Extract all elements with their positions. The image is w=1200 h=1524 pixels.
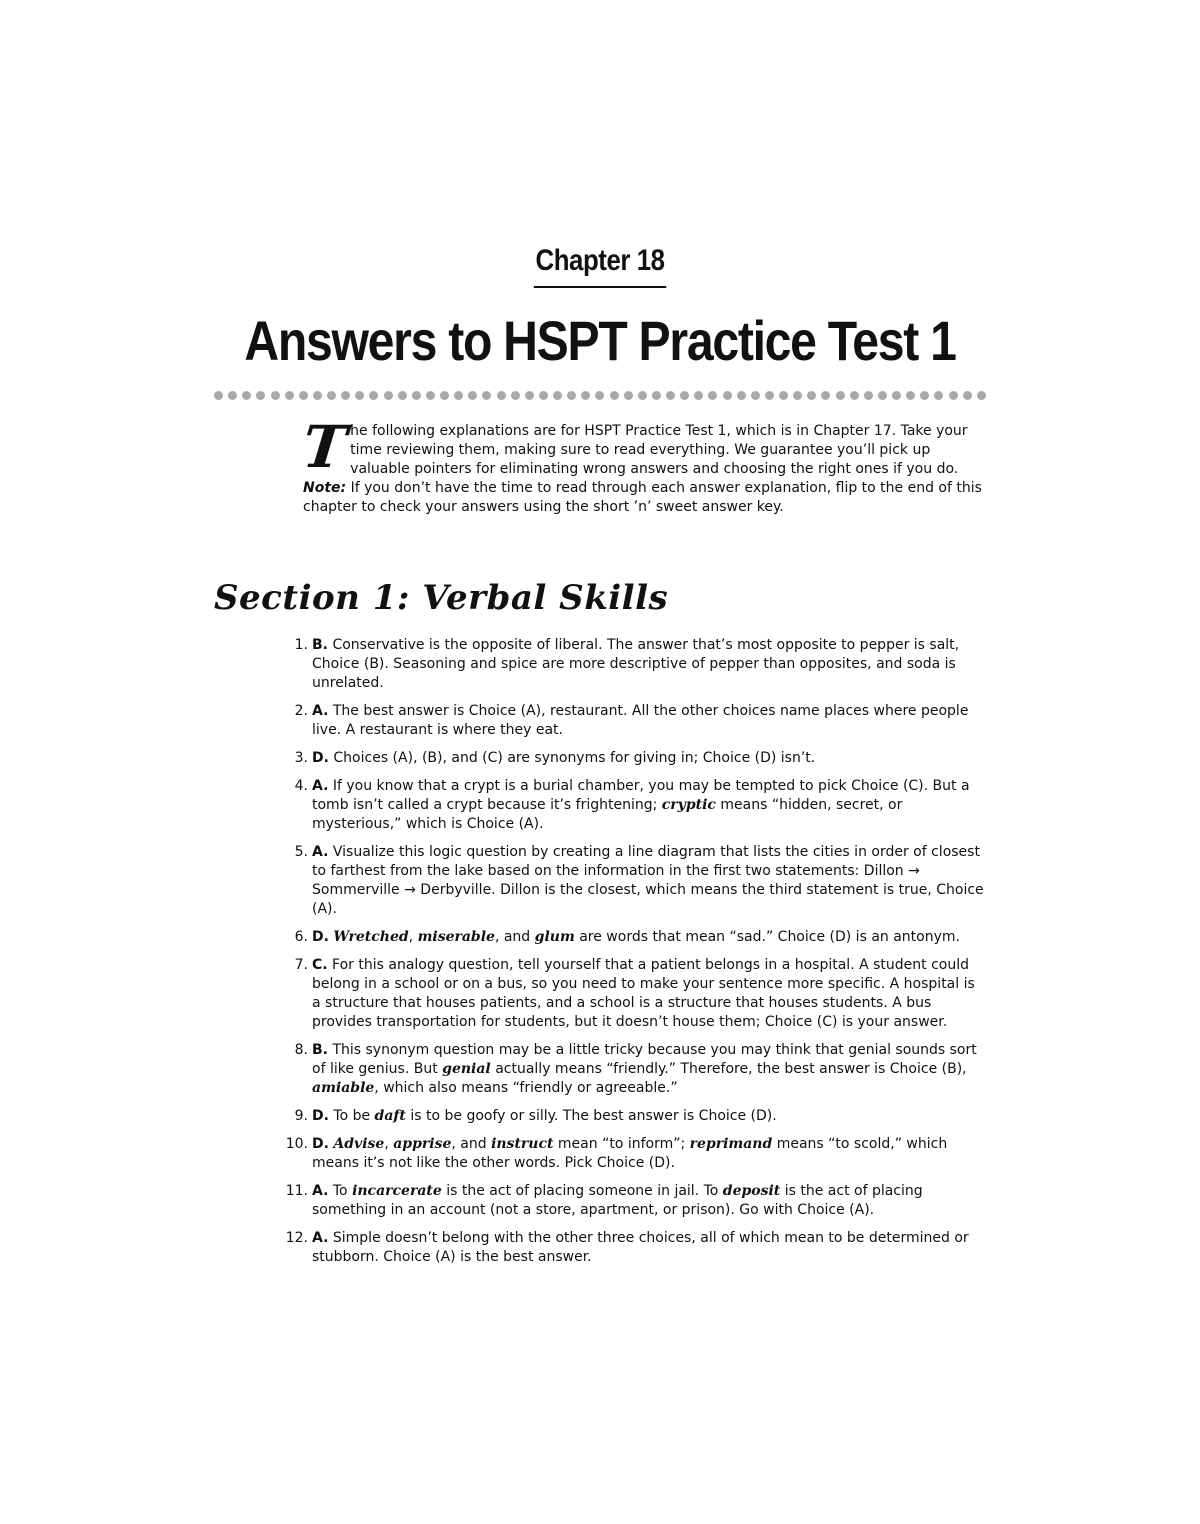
- answer-text: The best answer is Choice (A), restaurant. All the other choices name places where people live. A restaurant is where they eat.: [312, 703, 969, 738]
- answer-text: This synonym question may be a little tricky because you may think that genial sounds sort of like genius. But: [312, 1042, 977, 1077]
- divider-dot: [553, 391, 562, 400]
- divider-dot: [355, 391, 364, 400]
- divider-dot: [878, 391, 887, 400]
- vocab-term: instruct: [491, 1136, 554, 1152]
- divider-dot: [807, 391, 816, 400]
- answer-text: If you know that a crypt is a burial chamber, you may be tempted to pick Choice (C). But a tomb isn’t called a crypt because it’s frightening;: [312, 778, 970, 813]
- vocab-term: daft: [374, 1108, 406, 1124]
- answer-letter: D.: [312, 929, 329, 945]
- divider-dot: [680, 391, 689, 400]
- divider-dot: [723, 391, 732, 400]
- vocab-term: apprise: [393, 1136, 452, 1152]
- divider-dot: [327, 391, 336, 400]
- divider-dot: [242, 391, 251, 400]
- answer-number: 4.: [294, 778, 308, 794]
- divider-dot: [440, 391, 449, 400]
- note-label: Note:: [303, 480, 347, 496]
- divider-dot: [694, 391, 703, 400]
- divider-dot: [214, 391, 223, 400]
- divider-dot: [934, 391, 943, 400]
- section-title: Section 1: Verbal Skills: [214, 578, 669, 618]
- answer-item: [284, 1107, 984, 1126]
- answer-letter: B.: [312, 637, 328, 653]
- answer-letter: A.: [312, 844, 329, 860]
- divider-dot: [384, 391, 393, 400]
- answer-number: 11.: [285, 1183, 308, 1199]
- divider-dot: [949, 391, 958, 400]
- divider-dot: [666, 391, 675, 400]
- answer-number: 3.: [294, 750, 308, 766]
- answer-text: Visualize this logic question by creating a line diagram that lists the cities in order of closest to farthest from the lake based on the information in the first two statements: Dillon → Sommerville → Derbyville. Dillon is the closest, which means the third statement is true, Choice (A).: [312, 844, 984, 917]
- answer-item: [284, 702, 984, 740]
- answer-text: To be: [328, 1108, 375, 1124]
- vocab-term: Wretched: [333, 929, 409, 945]
- divider-dot: [779, 391, 788, 400]
- answer-letter: C.: [312, 957, 328, 973]
- answer-number: 6.: [294, 929, 308, 945]
- chapter-label-wrap: [0, 244, 1200, 288]
- answer-number: 9.: [294, 1108, 308, 1124]
- drop-cap: T: [299, 413, 350, 481]
- vocab-term: genial: [442, 1061, 491, 1077]
- vocab-term: Advise: [333, 1136, 385, 1152]
- answer-text: ,: [408, 929, 418, 945]
- answer-text: For this analogy question, tell yourself that a patient belongs in a hospital. A student could belong in a school or on a bus, so you need to make your sentence more specific. A hospital is a structure that houses patients, and a school is a structure that houses students. A bus provides transportation for students, but it doesn’t house them; Choice (C) is your answer.: [312, 957, 975, 1030]
- answer-number: 10.: [285, 1136, 308, 1152]
- divider-dot: [624, 391, 633, 400]
- answer-letter: A.: [312, 1183, 329, 1199]
- answer-text: Choices (A), (B), and (C) are synonyms for giving in; Choice (D) isn’t.: [328, 750, 816, 766]
- divider-dot: [821, 391, 830, 400]
- vocab-term: deposit: [722, 1183, 781, 1199]
- divider-dot: [341, 391, 350, 400]
- divider-dot: [737, 391, 746, 400]
- divider-dot: [468, 391, 477, 400]
- intro-paragraph: [299, 413, 983, 517]
- answer-list: [284, 636, 984, 1276]
- answer-text: is the act of placing someone in jail. To: [441, 1183, 723, 1199]
- vocab-term: amiable: [312, 1080, 375, 1096]
- answer-letter: B.: [312, 1042, 328, 1058]
- answer-number: 12.: [285, 1230, 308, 1246]
- divider-dot: [299, 391, 308, 400]
- vocab-term: glum: [534, 929, 575, 945]
- divider-dot: [285, 391, 294, 400]
- answer-letter: A.: [312, 778, 329, 794]
- answer-item: [284, 749, 984, 768]
- divider-dot: [850, 391, 859, 400]
- answer-item: [284, 956, 984, 1032]
- divider-dot: [256, 391, 265, 400]
- answer-number: 8.: [294, 1042, 308, 1058]
- answer-item: [284, 1229, 984, 1267]
- answer-item: [284, 928, 984, 947]
- divider-dot: [497, 391, 506, 400]
- answer-number: 2.: [294, 703, 308, 719]
- answer-text: ,: [384, 1136, 394, 1152]
- divider-dot: [963, 391, 972, 400]
- divider-dot: [751, 391, 760, 400]
- intro-text-2: If you don’t have the time to read through each answer explanation, flip to the end of this chapter to check your answers using the short ’n’ sweet answer key.: [303, 480, 982, 515]
- chapter-label: Chapter 18: [534, 244, 666, 288]
- divider-dot: [398, 391, 407, 400]
- answer-text: Conservative is the opposite of liberal. The answer that’s most opposite to pepper is salt, Choice (B). Seasoning and spice are more descriptive of pepper than opposites, and soda is unrelated.: [312, 637, 960, 691]
- answer-text: mean “to inform”;: [553, 1136, 690, 1152]
- answer-letter: D.: [312, 1108, 329, 1124]
- answer-item: [284, 843, 984, 919]
- divider-dot: [426, 391, 435, 400]
- answer-text: , and: [494, 929, 535, 945]
- answer-number: 1.: [294, 637, 308, 653]
- answer-text: Simple doesn’t belong with the other three choices, all of which mean to be determined or stubborn. Choice (A) is the best answer.: [312, 1230, 969, 1265]
- divider-dot: [567, 391, 576, 400]
- divider-dot: [906, 391, 915, 400]
- answer-letter: D.: [312, 750, 329, 766]
- divider-dot: [892, 391, 901, 400]
- divider-dot: [864, 391, 873, 400]
- answer-item: [284, 1041, 984, 1098]
- answer-text: actually means “friendly.” Therefore, the best answer is Choice (B),: [490, 1061, 967, 1077]
- answer-number: 5.: [294, 844, 308, 860]
- answer-text: , which also means “friendly or agreeable.”: [374, 1080, 678, 1096]
- divider-dot: [638, 391, 647, 400]
- divider-dot: [454, 391, 463, 400]
- divider-dot: [595, 391, 604, 400]
- intro-text-1: he following explanations are for HSPT Practice Test 1, which is in Chapter 17. Take your time reviewing them, making sure to read everything. We guarantee you’ll pick up valuable pointers for eliminating wrong answers and choosing the right ones if you do.: [350, 423, 968, 477]
- dotted-divider: [214, 389, 986, 401]
- divider-dot: [313, 391, 322, 400]
- answer-text: means “hidden, secret, or mysterious,” which is Choice (A).: [312, 797, 903, 832]
- divider-dot: [708, 391, 717, 400]
- answer-number: 7.: [294, 957, 308, 973]
- divider-dot: [652, 391, 661, 400]
- answer-item: [284, 777, 984, 834]
- chapter-title: Answers to HSPT Practice Test 1: [244, 309, 956, 372]
- answer-text: are words that mean “sad.” Choice (D) is an antonym.: [574, 929, 960, 945]
- divider-dot: [977, 391, 986, 400]
- divider-dot: [581, 391, 590, 400]
- vocab-term: incarcerate: [352, 1183, 442, 1199]
- answer-text: To: [328, 1183, 353, 1199]
- answer-text: means “to scold,” which means it’s not like the other words. Pick Choice (D).: [312, 1136, 948, 1171]
- divider-dot: [793, 391, 802, 400]
- answer-text: is the act of placing something in an account (not a store, apartment, or prison). Go with Choice (A).: [312, 1183, 923, 1218]
- answer-text: is to be goofy or silly. The best answer is Choice (D).: [405, 1108, 777, 1124]
- divider-dot: [369, 391, 378, 400]
- divider-dot: [836, 391, 845, 400]
- divider-dot: [482, 391, 491, 400]
- divider-dot: [525, 391, 534, 400]
- divider-dot: [920, 391, 929, 400]
- divider-dot: [412, 391, 421, 400]
- answer-letter: A.: [312, 703, 329, 719]
- divider-dot: [271, 391, 280, 400]
- answer-item: [284, 1182, 984, 1220]
- vocab-term: cryptic: [661, 797, 716, 813]
- divider-dot: [228, 391, 237, 400]
- vocab-term: reprimand: [689, 1136, 773, 1152]
- answer-letter: D.: [312, 1136, 329, 1152]
- divider-dot: [539, 391, 548, 400]
- answer-letter: A.: [312, 1230, 329, 1246]
- divider-dot: [765, 391, 774, 400]
- divider-dot: [610, 391, 619, 400]
- answer-text: , and: [451, 1136, 492, 1152]
- answer-item: [284, 1135, 984, 1173]
- vocab-term: miserable: [417, 929, 495, 945]
- divider-dot: [511, 391, 520, 400]
- answer-item: [284, 636, 984, 693]
